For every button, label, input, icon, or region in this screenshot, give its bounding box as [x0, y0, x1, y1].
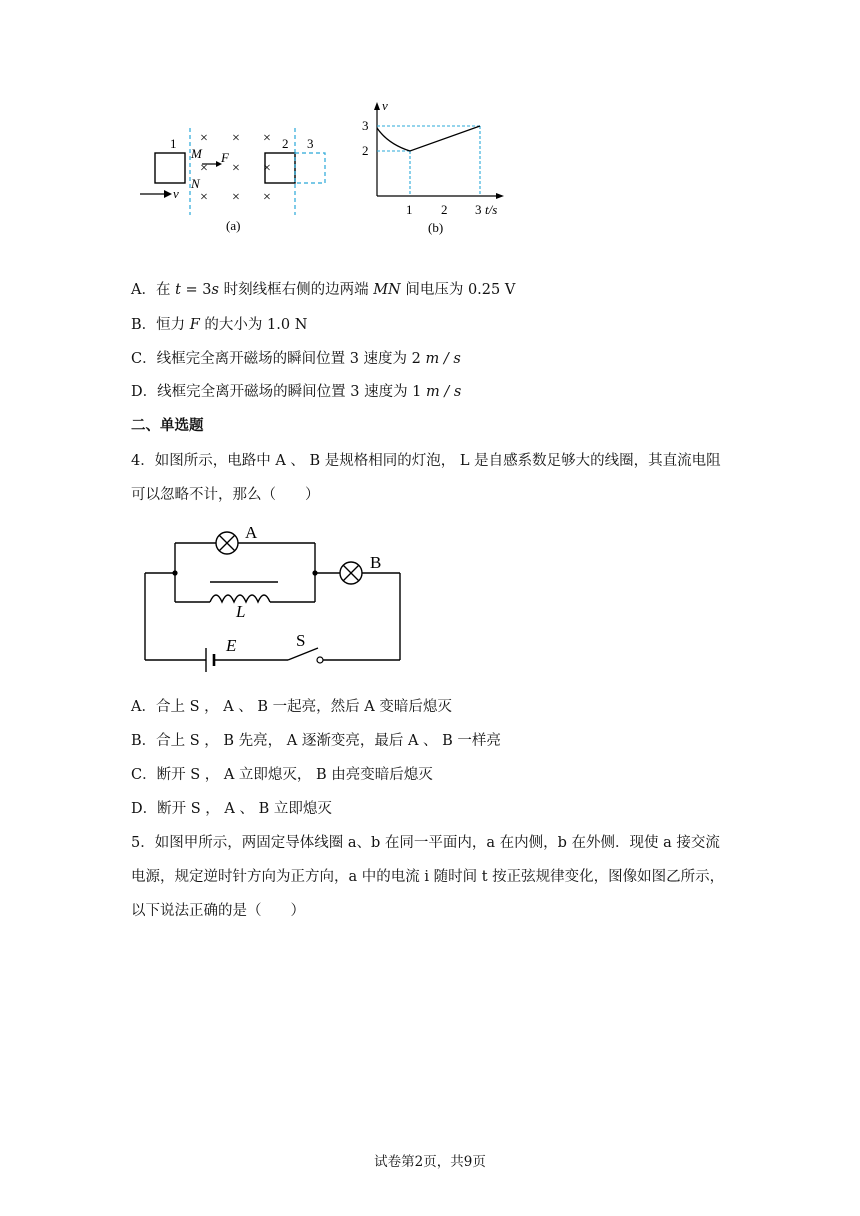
lamp-b — [340, 562, 362, 584]
q3-option-c: C．线框完全离开磁场的瞬间位置 3 速度为 2 m / s — [131, 351, 461, 367]
coil-position-1 — [155, 153, 185, 183]
figure-b-caption: (b) — [428, 220, 444, 235]
svg-text:×: × — [263, 131, 271, 146]
switch-label: S — [296, 631, 306, 650]
point-n-label: N — [191, 176, 200, 191]
q4-option-c: C．断开 S ， A 立即熄灭， B 由亮变暗后熄灭 — [131, 767, 433, 783]
boundary-label-1: 1 — [170, 136, 177, 151]
q5-stem-line1: 5．如图甲所示，两固定导体线圈 a、b 在同一平面内，a 在内侧，b 在外侧．现使 a 接交流 — [131, 835, 720, 851]
q4-stem-line1: 4．如图所示，电路中 A 、 B 是规格相同的灯泡， L 是自感系数足够大的线圈，其直流电阻 — [131, 453, 721, 469]
figure-b — [358, 98, 518, 238]
svg-text:×: × — [200, 190, 208, 205]
axis-y-label: v — [382, 98, 388, 113]
q3-option-b: B．恒力 F 的大小为 1.0 N — [131, 317, 308, 333]
svg-text:×: × — [263, 161, 271, 176]
svg-text:×: × — [232, 131, 240, 146]
inductor-label: L — [236, 602, 246, 621]
q4-option-d: D．断开 S ， A 、 B 立即熄灭 — [131, 801, 332, 817]
boundary-label-2: 2 — [282, 136, 289, 151]
section-title: 二、单选题 — [131, 417, 204, 434]
velocity-label: v — [173, 186, 179, 201]
x-tick-1: 1 — [406, 202, 413, 217]
x-tick-3: 3 — [475, 202, 482, 217]
q5-stem-line3: 以下说法正确的是（ ） — [131, 903, 305, 919]
junction-right — [312, 570, 317, 575]
svg-text:×: × — [200, 161, 208, 176]
y-tick-2: 2 — [362, 143, 369, 158]
switch-contact — [317, 657, 323, 663]
lamp-a-label: A — [245, 523, 258, 542]
page-footer: 试卷第2页，共9页 — [374, 1154, 486, 1170]
force-label: F — [221, 150, 229, 165]
q5-stem-line2: 电源，规定逆时针方向为正方向，a 中的电流 i 随时间 t 按正弦规律变化，图像如图乙所示， — [131, 869, 725, 885]
q3-option-a: A．在 t = 3s 时刻线框右侧的边两端 MN 间电压为 0.25 V — [131, 282, 516, 298]
figure-a-caption: (a) — [226, 218, 241, 233]
boundary-label-3: 3 — [307, 136, 314, 151]
lamp-b-label: B — [370, 553, 382, 572]
velocity-curve — [377, 126, 480, 151]
junction-left — [172, 570, 177, 575]
emf-label: E — [226, 636, 237, 655]
figure-a — [130, 120, 340, 240]
q3-option-d: D．线框完全离开磁场的瞬间位置 3 速度为 1 m / s — [131, 384, 462, 400]
svg-text:×: × — [263, 190, 271, 205]
magnetic-field-marks — [200, 131, 271, 205]
q4-option-b: B．合上 S ， B 先亮， A 逐渐变亮，最后 A 、 B 一样亮 — [131, 733, 501, 749]
coil-position-3 — [295, 153, 325, 183]
circuit-diagram — [138, 518, 418, 676]
svg-text:×: × — [232, 190, 240, 205]
axis-x-label: t/s — [485, 202, 498, 217]
point-m-label: M — [191, 146, 202, 161]
q4-option-a: A．合上 S ， A 、 B 一起亮，然后 A 变暗后熄灭 — [131, 699, 452, 715]
y-tick-3: 3 — [362, 118, 369, 133]
svg-text:×: × — [232, 161, 240, 176]
inductor-coil — [210, 595, 270, 602]
svg-text:×: × — [200, 131, 208, 146]
lamp-a — [216, 532, 238, 554]
x-tick-2: 2 — [441, 202, 448, 217]
q4-stem-line2: 可以忽略不计，那么（ ） — [131, 487, 320, 503]
